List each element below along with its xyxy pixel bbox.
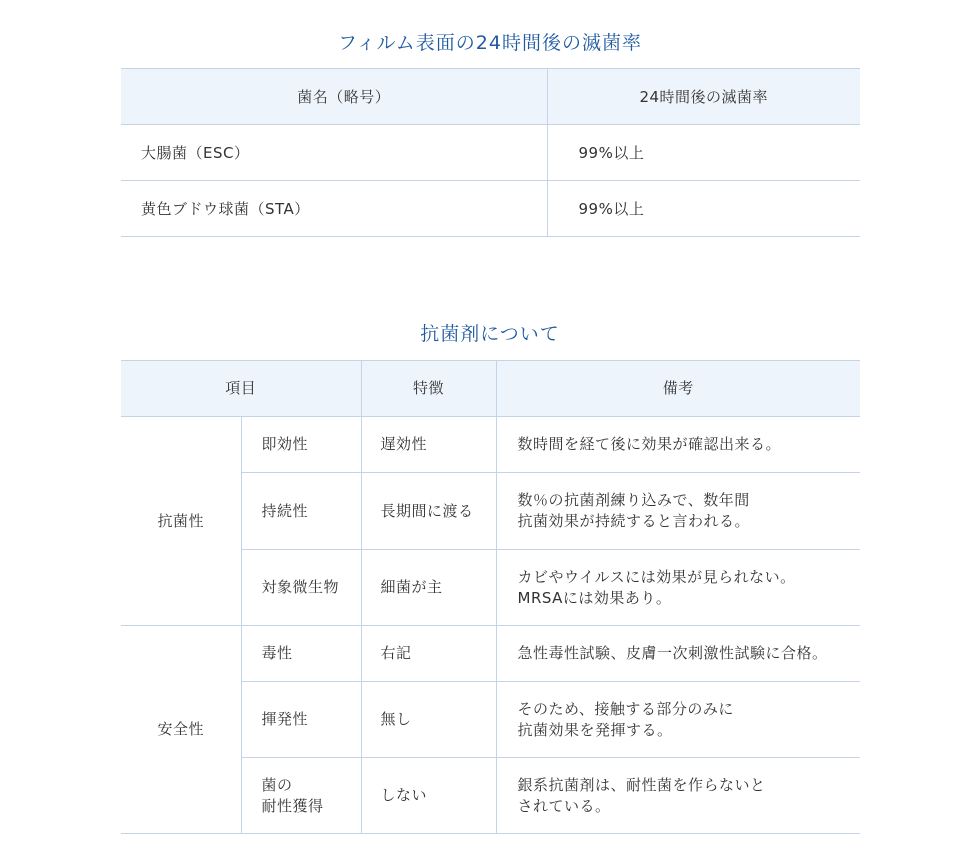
note-cell [496, 682, 860, 758]
feature-cell: 遅効性 [361, 417, 496, 473]
header-bacteria-name: 菌名（略号） [121, 69, 547, 125]
header-feature: 特徴 [361, 361, 496, 417]
note-cell [496, 473, 860, 550]
header-rate: 24時間後の滅菌率 [547, 69, 860, 125]
category-cell: 抗菌性 [121, 417, 241, 626]
table-row [121, 125, 860, 181]
note-line: そのため、接触する部分のみに [517, 699, 734, 718]
note-cell [496, 417, 860, 473]
table-row [121, 626, 860, 682]
header-item: 項目 [121, 361, 361, 417]
note-line: 数％の抗菌剤練り込みで、数年間 [517, 491, 750, 509]
table-header-row [121, 69, 860, 125]
table-row [121, 417, 860, 473]
note-line: カビやウイルスには効果が見られない。 [517, 567, 796, 586]
header-note: 備考 [496, 361, 860, 417]
feature-cell: 無し [361, 682, 496, 758]
item-cell [241, 758, 361, 834]
item-line: 耐性獲得 [261, 796, 324, 815]
item-cell: 対象微生物 [241, 550, 361, 626]
item-cell: 即効性 [241, 417, 361, 473]
agent-section-title: 抗菌剤について [420, 323, 560, 345]
note-line: 急性毒性試験、皮膚一次刺激性試験に合格。 [517, 644, 828, 662]
bacteria-name-cell: 大腸菌（ESC） [121, 125, 547, 181]
item-line: 菌の [261, 775, 293, 794]
feature-cell: しない [361, 758, 496, 834]
table-header-row [121, 361, 860, 417]
sterilization-rate-table [121, 68, 860, 237]
note-cell [496, 626, 860, 682]
feature-cell: 右記 [361, 626, 496, 682]
note-cell [496, 550, 860, 626]
category-cell: 安全性 [121, 626, 241, 834]
bacteria-name-cell: 黄色ブドウ球菌（STA） [121, 181, 547, 237]
note-line: MRSAには効果あり。 [517, 588, 672, 607]
feature-cell: 細菌が主 [361, 550, 496, 626]
note-line: 数時間を経て後に効果が確認出来る。 [517, 435, 782, 453]
item-cell: 持続性 [241, 473, 361, 550]
item-cell: 毒性 [241, 626, 361, 682]
feature-cell: 長期間に渡る [361, 473, 496, 550]
note-line: 銀系抗菌剤は、耐性菌を作らないと [517, 775, 766, 794]
note-line: 抗菌効果が持続すると言われる。 [517, 512, 751, 530]
rate-cell: 99%以上 [547, 181, 860, 237]
note-line: 抗菌効果を発揮する。 [517, 720, 673, 739]
item-cell: 揮発性 [241, 682, 361, 758]
note-line: されている。 [517, 796, 611, 815]
note-cell [496, 758, 860, 834]
table-row [121, 181, 860, 237]
rate-cell: 99%以上 [547, 125, 860, 181]
antibacterial-agent-table [121, 360, 860, 834]
rate-section-title: フィルム表面の24時間後の滅菌率 [338, 32, 642, 54]
